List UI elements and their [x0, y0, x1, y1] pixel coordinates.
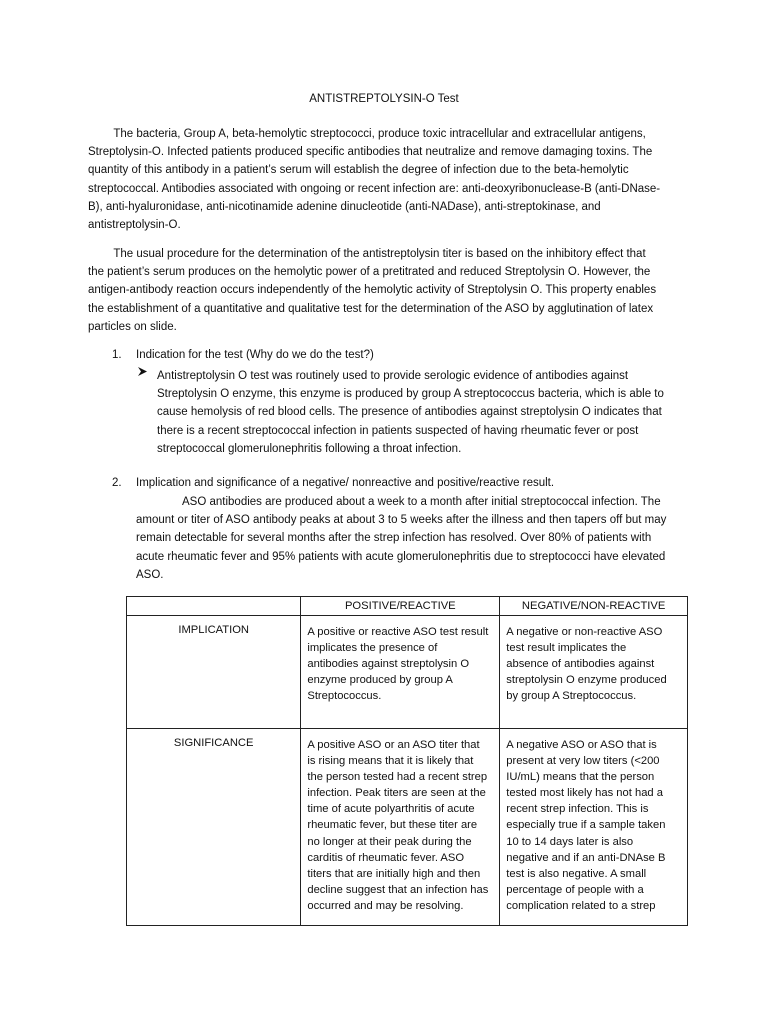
table-header-row: [127, 597, 688, 616]
text-line: infection. Peak titers are seen at the: [307, 787, 486, 800]
text-line: streptococcal glomerulonephritis following a throat infection.: [157, 442, 462, 455]
text-line: remain detectable for several months after the strep infection has resolved. Over 80% of patients with: [136, 532, 652, 545]
text-line: antistreptolysin-O.: [88, 219, 181, 232]
text-line: ASO.: [136, 568, 164, 581]
text-line: present at very low titers (<200: [506, 755, 660, 768]
text-line: by group A Streptococcus.: [506, 690, 637, 703]
text-line: percentage of people with a: [506, 883, 644, 896]
text-line: test result implicates the: [506, 642, 627, 655]
table-header-cell: POSITIVE/REACTIVE: [301, 597, 500, 616]
text-line: antibodies against streptolysin O: [307, 658, 470, 671]
text-line: is rising means that it is likely that: [307, 755, 474, 768]
table-cell: [301, 729, 500, 926]
text-line: occurred and may be resolving.: [307, 899, 464, 912]
text-line: absence of antibodies against: [506, 658, 655, 671]
text-line: test is also negative. A small: [506, 867, 647, 880]
row-label: SIGNIFICANCE: [127, 729, 301, 926]
text-line: The bacteria, Group A, beta-hemolytic streptococci, produce toxic intracellular and extracellular antigens,: [88, 128, 646, 140]
list-item-heading: Indication for the test (Why do we do the test?): [136, 349, 374, 361]
text-line: cause hemolysis of red blood cells. The presence of antibodies against streptolysin O indicates that: [157, 406, 662, 419]
procedure-paragraph: [88, 245, 684, 336]
text-line: the person tested had a recent strep: [307, 771, 488, 784]
text-line: B), anti-hyaluronidase, anti-nicotinamide adenine dinucleotide (anti-NADase), anti-streptokinase, and: [88, 200, 601, 213]
result-table: [126, 596, 688, 926]
text-line: carditis of rheumatic fever. ASO: [307, 851, 465, 864]
text-line: Antistreptolysin O test was routinely used to provide serologic evidence of antibodies against: [157, 370, 629, 382]
text-line: recent strep infection. This is: [506, 803, 649, 816]
text-line: streptolysin O enzyme produced: [506, 674, 667, 687]
text-line: implicates the presence of: [307, 642, 438, 655]
table-row: [127, 616, 688, 729]
text-line: Streptococcus.: [307, 690, 382, 703]
text-line: negative and if an anti-DNAse B: [506, 851, 666, 864]
text-line: The usual procedure for the determination of the antistreptolysin titer is based on the inhibitory effect that: [88, 248, 646, 260]
document-title: ANTISTREPTOLYSIN-O Test: [309, 93, 459, 105]
text-line: Streptolysin O enzyme, this enzyme is produced by group A streptococcus bacteria, which is able to: [157, 388, 664, 401]
text-line: IU/mL) means that the person: [506, 771, 655, 784]
text-line: quantity of this antibody in a patient’s serum will establish the degree of infection due to the beta-hemolytic: [88, 164, 629, 177]
text-line: titers that are initially high and then: [307, 867, 481, 880]
text-line: complication related to a strep: [506, 899, 656, 912]
text-line: antigen-antibody reaction occurs independently of the hemolytic activity of Streptolysin O. This property enables: [88, 284, 657, 297]
text-line: streptococcal. Antibodies associated with ongoing or recent infection are: anti-deoxyribonuclease-B (anti-DNase-: [88, 182, 661, 195]
text-line: A negative ASO or ASO that is: [506, 739, 657, 751]
table-cell: [500, 729, 688, 926]
bullet-text: [157, 367, 664, 458]
row-label: IMPLICATION: [127, 616, 301, 729]
text-line: ASO antibodies are produced about a week to a month after initial streptococcal infection. The: [182, 496, 661, 508]
text-line: A negative or non-reactive ASO: [506, 626, 663, 638]
text-line: tested most likely has not had a: [506, 787, 663, 800]
text-line: the establishment of a quantitative and qualitative test for the determination of the ASO by agglutination of latex: [88, 302, 654, 315]
text-line: A positive ASO or an ASO titer that: [307, 739, 480, 751]
table-cell: [301, 616, 500, 729]
text-line: amount or titer of ASO antibody peaks at about 3 to 5 weeks after the illness and then tapers off but may: [136, 514, 667, 527]
list-item-body: [136, 493, 666, 584]
text-line: A positive or reactive ASO test result: [307, 626, 489, 638]
table-cell: [500, 616, 688, 729]
table-header-cell: NEGATIVE/NON-REACTIVE: [500, 597, 688, 616]
text-line: rheumatic fever, but these titer are: [307, 819, 478, 832]
table-row: [127, 729, 688, 926]
list-number: 1.: [112, 349, 122, 361]
list-item-heading: Implication and significance of a negative/ nonreactive and positive/reactive result.: [136, 477, 555, 489]
text-line: enzyme produced by group A: [307, 674, 453, 687]
text-line: 10 to 14 days later is also: [506, 835, 634, 848]
text-line: the patient’s serum produces on the hemolytic power of a pretitrated and reduced Streptolysin O. However, the: [88, 266, 651, 279]
intro-paragraph: [88, 125, 684, 234]
text-line: no longer at their peak during the: [307, 835, 472, 848]
text-line: especially true if a sample taken: [506, 819, 666, 832]
text-line: particles on slide.: [88, 320, 177, 333]
text-line: decline suggest that an infection has: [307, 883, 489, 896]
table-header-cell: [127, 597, 301, 616]
text-line: there is a recent streptococcal infection in patients suspected of having rheumatic fever or post: [157, 424, 639, 437]
text-line: Streptolysin-O. Infected patients produced specific antibodies that neutralize and remove damaging toxins. The: [88, 146, 653, 159]
list-number: 2.: [112, 477, 122, 489]
text-line: time of acute polyarthritis of acute: [307, 803, 475, 816]
arrow-bullet-icon: [137, 366, 148, 380]
text-line: acute rheumatic fever and 95% patients with acute glomerulonephritis due to streptococci have elevated: [136, 550, 666, 563]
